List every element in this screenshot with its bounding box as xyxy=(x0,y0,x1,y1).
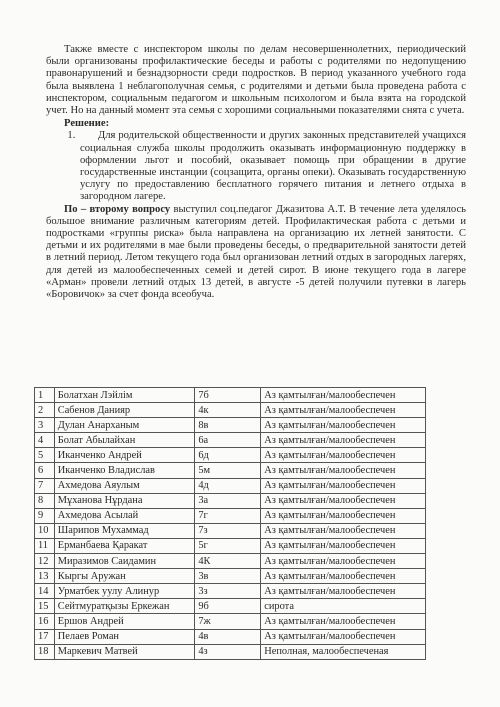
class-cell: 4д xyxy=(195,478,261,493)
student-name: Ахмедова Асылай xyxy=(54,508,195,523)
status-cell: Аз қамтылған/малообеспечен xyxy=(261,614,426,629)
student-name: Шарипов Мухаммад xyxy=(54,523,195,538)
class-cell: 6а xyxy=(195,433,261,448)
row-number: 17 xyxy=(35,629,55,644)
row-number: 7 xyxy=(35,478,55,493)
row-number: 8 xyxy=(35,493,55,508)
status-cell: Аз қамтылған/малообеспечен xyxy=(261,523,426,538)
student-name: Пелаев Роман xyxy=(54,629,195,644)
table-row xyxy=(35,493,426,508)
row-number: 6 xyxy=(35,463,55,478)
row-number: 13 xyxy=(35,569,55,584)
table-row xyxy=(35,478,426,493)
decision-item: 1. Для родительской общественности и других законных представителей учащихся социальная служба школы продолжить оказывать информационную поддержку в оформлении льгот и пособий, оказывает помощь при обращении в другие государственные инстанции (соцзащита, органы опеки). Оказывать государственную услугу по предоставлению бесплатного горячего питания и летнего отдыха в загородном лагере. xyxy=(78,130,466,203)
row-number: 3 xyxy=(35,418,55,433)
table-row xyxy=(35,433,426,448)
class-cell: 7ж xyxy=(195,614,261,629)
status-cell: Аз қамтылған/малообеспечен xyxy=(261,554,426,569)
class-cell: 7з xyxy=(195,523,261,538)
status-cell: Аз қамтылған/малообеспечен xyxy=(261,508,426,523)
row-number: 15 xyxy=(35,599,55,614)
student-name: Ерманбаева Қаракат xyxy=(54,538,195,553)
table-row xyxy=(35,644,426,659)
student-name: Болатхан Лэйлім xyxy=(54,388,195,403)
class-cell: 5м xyxy=(195,463,261,478)
status-cell: Неполная, малообеспеченая xyxy=(261,644,426,659)
second-question-lead: По – второму вопросу xyxy=(64,203,171,215)
row-number: 12 xyxy=(35,554,55,569)
row-number: 10 xyxy=(35,523,55,538)
table-row xyxy=(35,599,426,614)
status-cell: Аз қамтылған/малообеспечен xyxy=(261,629,426,644)
children-table-body xyxy=(35,388,426,660)
table-row xyxy=(35,614,426,629)
class-cell: 4з xyxy=(195,644,261,659)
status-cell: Аз қамтылған/малообеспечен xyxy=(261,538,426,553)
table-row xyxy=(35,418,426,433)
status-cell: Аз қамтылған/малообеспечен xyxy=(261,478,426,493)
student-name: Иканченко Андрей xyxy=(54,448,195,463)
class-cell: 7б xyxy=(195,388,261,403)
student-name: Дулан Анарханым xyxy=(54,418,195,433)
status-cell: Аз қамтылған/малообеспечен xyxy=(261,433,426,448)
row-number: 5 xyxy=(35,448,55,463)
class-cell: 3а xyxy=(195,493,261,508)
student-name: Ахмедова Аяулым xyxy=(54,478,195,493)
status-cell: сирота xyxy=(261,599,426,614)
student-name: Урматбек уулу Алинур xyxy=(54,584,195,599)
student-name: Миразимов Саидамин xyxy=(54,554,195,569)
table-row xyxy=(35,463,426,478)
table-row xyxy=(35,388,426,403)
table-row xyxy=(35,523,426,538)
status-cell: Аз қамтылған/малообеспечен xyxy=(261,403,426,418)
row-number: 16 xyxy=(35,614,55,629)
class-cell: 3в xyxy=(195,569,261,584)
second-question-text: выступил соц.педагог Джазитова А.Т. В течение лета уделялось большое внимание различным категориям детей. Профилактическая работа с детьми и подростками «группы риска» была направлена на организацию их летней занятости. С детьми и их родителями в мае были проведены беседы, о предварительной занятости детей в летний период. Летом текущего года был организован летний отдых в загородных лагерях, для детей из малообеспеченных семей и детей сирот. В июне текущего года в лагере «Арман» провели летний отдых 13 детей, в августе -5 детей получили путевки в лагерь «Боровичок» за счет фонда всеобуча. xyxy=(46,203,466,301)
status-cell: Аз қамтылған/малообеспечен xyxy=(261,418,426,433)
class-cell: 3з xyxy=(195,584,261,599)
paragraph-second-question xyxy=(46,204,466,302)
class-cell: 9б xyxy=(195,599,261,614)
student-name: Ершов Андрей xyxy=(54,614,195,629)
paragraph-prevention: Также вместе с инспектором школы по делам несовершеннолетних, периодический были организованы профилактические беседы и работы с родителями по недопущению правонарушений и безнадзорности среди подростков. В период указанного учебного года была выявлена 1 неблагополучная семья, с родителями и детьми была проведена работа с инспектором, социальным педагогом и школьным психологом и была взята на городской учет. Но на данный момент эта семья с хорошими социальными показателями снята с учета. xyxy=(46,44,466,117)
status-cell: Аз қамтылған/малообеспечен xyxy=(261,463,426,478)
status-cell: Аз қамтылған/малообеспечен xyxy=(261,448,426,463)
class-cell: 4в xyxy=(195,629,261,644)
row-number: 14 xyxy=(35,584,55,599)
table-row xyxy=(35,554,426,569)
class-cell: 4к xyxy=(195,403,261,418)
children-table xyxy=(34,387,426,660)
row-number: 9 xyxy=(35,508,55,523)
class-cell: 7г xyxy=(195,508,261,523)
status-cell: Аз қамтылған/малообеспечен xyxy=(261,584,426,599)
document-text xyxy=(46,44,466,301)
class-cell: 8в xyxy=(195,418,261,433)
student-name: Маркевич Матвей xyxy=(54,644,195,659)
table-row xyxy=(35,569,426,584)
class-cell: 4К xyxy=(195,554,261,569)
row-number: 2 xyxy=(35,403,55,418)
student-name: Мұханова Нұрдана xyxy=(54,493,195,508)
table-row xyxy=(35,584,426,599)
decision-list xyxy=(46,130,466,203)
student-name: Кыргы Аружан xyxy=(54,569,195,584)
row-number: 1 xyxy=(35,388,55,403)
table-row xyxy=(35,538,426,553)
status-cell: Аз қамтылған/малообеспечен xyxy=(261,493,426,508)
row-number: 18 xyxy=(35,644,55,659)
table-row xyxy=(35,629,426,644)
table-row xyxy=(35,448,426,463)
class-cell: 5г xyxy=(195,538,261,553)
status-cell: Аз қамтылған/малообеспечен xyxy=(261,569,426,584)
class-cell: 6д xyxy=(195,448,261,463)
row-number: 11 xyxy=(35,538,55,553)
student-name: Сейтмуратқызы Еркежан xyxy=(54,599,195,614)
student-name: Болат Абылайхан xyxy=(54,433,195,448)
row-number: 4 xyxy=(35,433,55,448)
table-row xyxy=(35,508,426,523)
student-name: Сабенов Данияр xyxy=(54,403,195,418)
table-row xyxy=(35,403,426,418)
decision-heading: Решение: xyxy=(64,118,110,130)
status-cell: Аз қамтылған/малообеспечен xyxy=(261,388,426,403)
student-name: Иканченко Владислав xyxy=(54,463,195,478)
